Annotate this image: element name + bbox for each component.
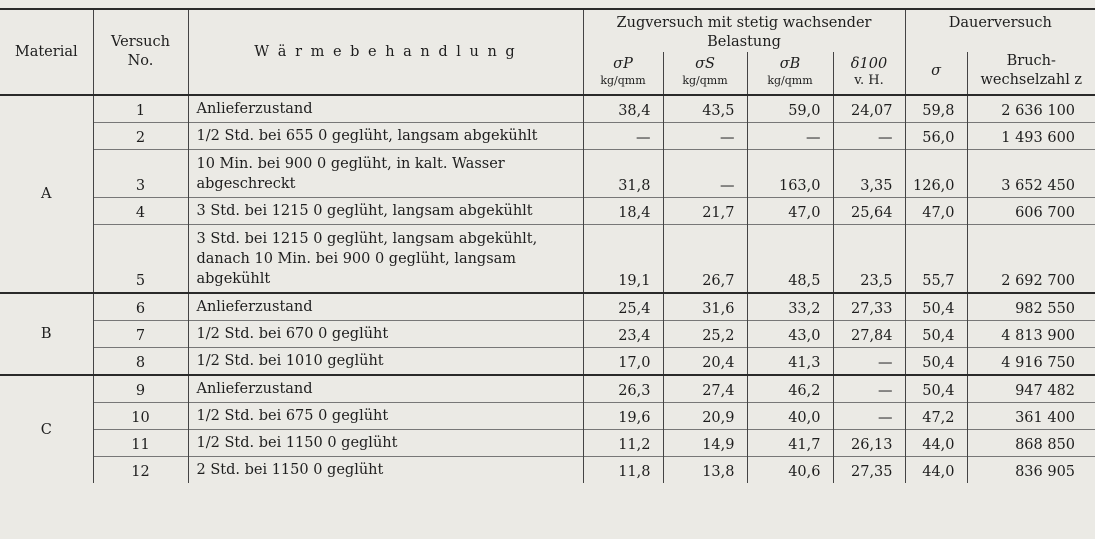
bruchwechselzahl-cell: 3 652 450 xyxy=(967,150,1095,198)
table-body xyxy=(0,95,1095,483)
versuch-no-cell: 3 xyxy=(93,150,188,198)
treatment-cell: 10 Min. bei 900 0 geglüht, in kalt. Wasser abgeschreckt xyxy=(188,150,583,198)
material-test-table xyxy=(0,8,1095,483)
sigma-cell: 50,4 xyxy=(905,348,967,376)
sigma-b-cell: 43,0 xyxy=(747,321,833,348)
sigma-b-cell: 47,0 xyxy=(747,198,833,225)
sigma-cell: 56,0 xyxy=(905,123,967,150)
versuch-no-cell: 4 xyxy=(93,198,188,225)
sigma-b-cell: 40,0 xyxy=(747,403,833,430)
bruchwechselzahl-cell: 868 850 xyxy=(967,430,1095,457)
delta-cell: 26,13 xyxy=(833,430,905,457)
sigma-p-cell: 23,4 xyxy=(583,321,663,348)
sigma-p-cell: 38,4 xyxy=(583,95,663,123)
versuch-no-cell: 10 xyxy=(93,403,188,430)
treatment-cell: 1/2 Std. bei 670 0 geglüht xyxy=(188,321,583,348)
sigma-s-cell: 21,7 xyxy=(663,198,747,225)
treatment-cell: 1/2 Std. bei 675 0 geglüht xyxy=(188,403,583,430)
sigma-b-cell: 59,0 xyxy=(747,95,833,123)
sigma-cell: 59,8 xyxy=(905,95,967,123)
material-cell: C xyxy=(0,375,93,483)
table-row xyxy=(0,123,1095,150)
bruchwechselzahl-cell: 361 400 xyxy=(967,403,1095,430)
versuch-no-cell: 1 xyxy=(93,95,188,123)
table-row xyxy=(0,150,1095,198)
sigma-s-cell: 13,8 xyxy=(663,457,747,484)
bruch-line2: wechselzahl z xyxy=(980,72,1083,88)
treatment-cell: Anlieferzustand xyxy=(188,95,583,123)
sigma-p-cell: 11,2 xyxy=(583,430,663,457)
delta-cell: 27,35 xyxy=(833,457,905,484)
treatment-cell: 1/2 Std. bei 655 0 geglüht, langsam abgekühlt xyxy=(188,123,583,150)
header-zugversuch-line2: Belastung xyxy=(707,34,781,50)
sigma-p-cell: 26,3 xyxy=(583,375,663,403)
delta-cell: — xyxy=(833,375,905,403)
sigma-s-cell: 20,9 xyxy=(663,403,747,430)
table-row xyxy=(0,225,1095,294)
header-sigma-b xyxy=(747,52,833,95)
table-row xyxy=(0,457,1095,484)
header-dauerversuch: Dauerversuch xyxy=(905,9,1095,52)
sigma-s-cell: 27,4 xyxy=(663,375,747,403)
sigma-b-cell: 41,7 xyxy=(747,430,833,457)
table-row xyxy=(0,198,1095,225)
sigma-s-cell: 25,2 xyxy=(663,321,747,348)
material-cell: A xyxy=(0,95,93,293)
delta-label: δ100 xyxy=(850,56,888,72)
sigma-b-cell: 46,2 xyxy=(747,375,833,403)
bruchwechselzahl-cell: 836 905 xyxy=(967,457,1095,484)
versuch-no-cell: 2 xyxy=(93,123,188,150)
sigma-cell: 50,4 xyxy=(905,321,967,348)
bruchwechselzahl-cell: 1 493 600 xyxy=(967,123,1095,150)
treatment-cell: Anlieferzustand xyxy=(188,375,583,403)
versuch-no-cell: 7 xyxy=(93,321,188,348)
sigma-cell: 50,4 xyxy=(905,293,967,321)
treatment-cell: 1/2 Std. bei 1150 0 geglüht xyxy=(188,430,583,457)
unit-label: kg/qmm xyxy=(600,74,646,87)
delta-cell: — xyxy=(833,123,905,150)
header-sigma xyxy=(905,52,967,95)
table-row xyxy=(0,95,1095,123)
header-delta xyxy=(833,52,905,95)
header-versuch-line2: No. xyxy=(127,53,154,69)
sigma-s-cell: 14,9 xyxy=(663,430,747,457)
sigma-p-cell: 11,8 xyxy=(583,457,663,484)
bruch-line1: Bruch- xyxy=(1006,53,1056,69)
table-row xyxy=(0,375,1095,403)
sigma-b-cell: 41,3 xyxy=(747,348,833,376)
delta-cell: 3,35 xyxy=(833,150,905,198)
treatment-cell: 3 Std. bei 1215 0 geglüht, langsam abgekühlt xyxy=(188,198,583,225)
versuch-no-cell: 5 xyxy=(93,225,188,294)
delta-cell: — xyxy=(833,403,905,430)
sigma-b-cell: 40,6 xyxy=(747,457,833,484)
sigma-b-label: σB xyxy=(779,56,801,72)
sigma-cell: 44,0 xyxy=(905,430,967,457)
sigma-cell: 47,0 xyxy=(905,198,967,225)
header-zugversuch xyxy=(583,9,905,52)
bruchwechselzahl-cell: 947 482 xyxy=(967,375,1095,403)
sigma-p-cell: 25,4 xyxy=(583,293,663,321)
sigma-p-label: σP xyxy=(613,56,633,72)
sigma-label: σ xyxy=(931,62,941,79)
sigma-b-cell: 33,2 xyxy=(747,293,833,321)
header-sigma-p xyxy=(583,52,663,95)
table-row xyxy=(0,430,1095,457)
bruchwechselzahl-cell: 982 550 xyxy=(967,293,1095,321)
sigma-b-cell: 48,5 xyxy=(747,225,833,294)
header-sigma-s xyxy=(663,52,747,95)
sigma-b-cell: 163,0 xyxy=(747,150,833,198)
sigma-p-cell: — xyxy=(583,123,663,150)
sigma-s-cell: 31,6 xyxy=(663,293,747,321)
sigma-b-cell: — xyxy=(747,123,833,150)
delta-cell: 23,5 xyxy=(833,225,905,294)
sigma-s-cell: — xyxy=(663,123,747,150)
bruchwechselzahl-cell: 606 700 xyxy=(967,198,1095,225)
sigma-s-label: σS xyxy=(695,56,715,72)
table-row xyxy=(0,348,1095,376)
sigma-s-cell: 20,4 xyxy=(663,348,747,376)
table-row xyxy=(0,403,1095,430)
header-zugversuch-line1: Zugversuch mit stetig wachsender xyxy=(616,15,872,31)
unit-vh-label: v. H. xyxy=(854,73,884,88)
delta-cell: 27,84 xyxy=(833,321,905,348)
versuch-no-cell: 6 xyxy=(93,293,188,321)
delta-cell: 27,33 xyxy=(833,293,905,321)
sigma-p-cell: 18,4 xyxy=(583,198,663,225)
versuch-no-cell: 9 xyxy=(93,375,188,403)
sigma-cell: 55,7 xyxy=(905,225,967,294)
sigma-cell: 50,4 xyxy=(905,375,967,403)
header-versuch xyxy=(93,9,188,95)
delta-cell: 25,64 xyxy=(833,198,905,225)
versuch-no-cell: 12 xyxy=(93,457,188,484)
treatment-cell: Anlieferzustand xyxy=(188,293,583,321)
header-bruchwechselzahl xyxy=(967,52,1095,95)
sigma-cell: 126,0 xyxy=(905,150,967,198)
sigma-p-cell: 31,8 xyxy=(583,150,663,198)
material-cell: B xyxy=(0,293,93,375)
treatment-cell: 1/2 Std. bei 1010 geglüht xyxy=(188,348,583,376)
sigma-s-cell: — xyxy=(663,150,747,198)
bruchwechselzahl-cell: 4 813 900 xyxy=(967,321,1095,348)
bruchwechselzahl-cell: 2 692 700 xyxy=(967,225,1095,294)
bruchwechselzahl-cell: 4 916 750 xyxy=(967,348,1095,376)
table-row xyxy=(0,321,1095,348)
header-waermebehandlung: W ä r m e b e h a n d l u n g xyxy=(188,9,583,95)
sigma-cell: 44,0 xyxy=(905,457,967,484)
delta-cell: 24,07 xyxy=(833,95,905,123)
table-row xyxy=(0,293,1095,321)
treatment-cell: 3 Std. bei 1215 0 geglüht, langsam abgekühlt, danach 10 Min. bei 900 0 geglüht, langsam abgekühlt xyxy=(188,225,583,294)
header-material: Material xyxy=(0,9,93,95)
sigma-cell: 47,2 xyxy=(905,403,967,430)
bruchwechselzahl-cell: 2 636 100 xyxy=(967,95,1095,123)
sigma-p-cell: 19,6 xyxy=(583,403,663,430)
unit-label: kg/qmm xyxy=(767,74,813,87)
sigma-s-cell: 43,5 xyxy=(663,95,747,123)
sigma-p-cell: 17,0 xyxy=(583,348,663,376)
delta-cell: — xyxy=(833,348,905,376)
treatment-cell: 2 Std. bei 1150 0 geglüht xyxy=(188,457,583,484)
versuch-no-cell: 11 xyxy=(93,430,188,457)
unit-label: kg/qmm xyxy=(682,74,728,87)
versuch-no-cell: 8 xyxy=(93,348,188,376)
header-versuch-line1: Versuch xyxy=(111,34,170,50)
sigma-s-cell: 26,7 xyxy=(663,225,747,294)
sigma-p-cell: 19,1 xyxy=(583,225,663,294)
